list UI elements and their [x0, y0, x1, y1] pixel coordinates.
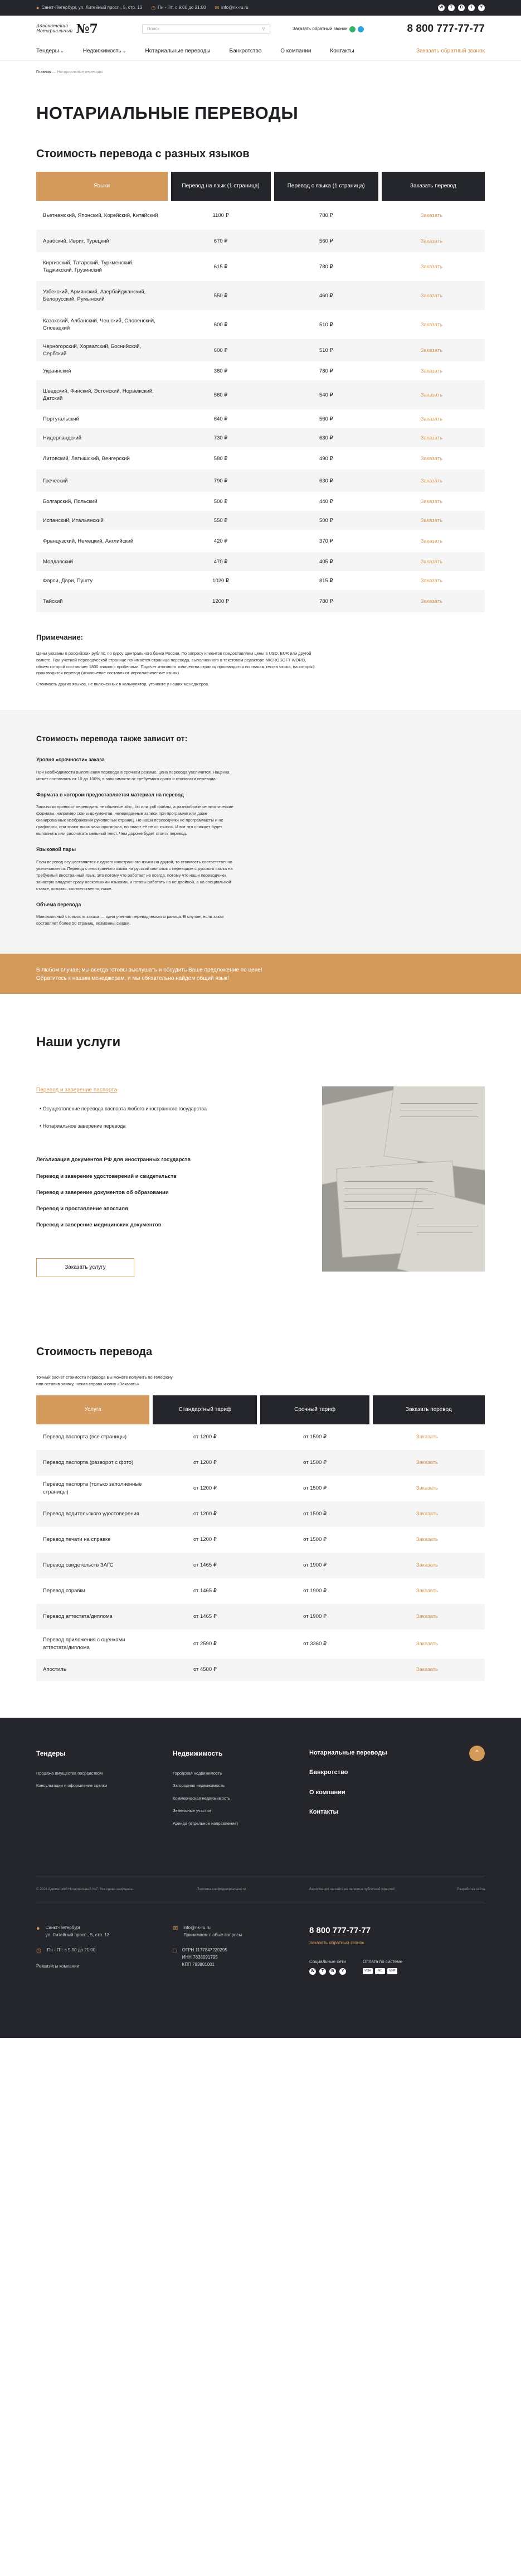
table-row	[36, 361, 485, 380]
urgent-price-cell: от 1900 ₽	[260, 1604, 372, 1630]
topbar	[0, 0, 521, 16]
footer-link-translations[interactable]: Нотариальные переводы	[309, 1749, 387, 1756]
standard-price-cell: от 1200 ₽	[153, 1450, 260, 1476]
standard-price-cell: от 2590 ₽	[193, 1641, 217, 1647]
price-from-cell: 540 ₽	[274, 380, 382, 409]
logo-line1: Адвокатский	[36, 23, 69, 29]
price-to-cell: 790 ₽	[171, 470, 274, 492]
service-item[interactable]: Перевод и заверение медицинских документов	[36, 1222, 162, 1229]
depends-heading: Объема перевода	[36, 901, 81, 907]
table-row	[36, 492, 485, 511]
footer-phone[interactable]: 8 800 777-77-77	[309, 1926, 371, 1936]
table-row	[36, 1553, 485, 1578]
price-from-cell: 630 ₽	[274, 428, 382, 447]
lang-cell: Португальский	[43, 415, 79, 422]
telegram-icon[interactable]	[358, 26, 364, 32]
depends-text: При необходимости выполнения перевода в срочном режиме, цена перевода увеличится. Наценка может составлять от 10 до 100%, в зависимости от требуемого срока и стоимости перевода.	[36, 769, 230, 781]
mastercard-icon: MC	[375, 1968, 385, 1974]
note-text: Цены указаны в российских рублях, по курсу Центрального банка России. По запросу клиентов предоставляем цены в USD, EUR или другой валюте. При учетной переводческой странице понимается страница перевода, выполненного в текстовом редакторе MICROSOFT WORD, объем которой составляет 1800 знаков с пробелами. Подсчет итогового количества страниц производится по знакам текста языка, на который производится перевод (исключение составляют иероглифические языки).	[36, 651, 315, 676]
callback-label: Заказать обратный звонок	[293, 26, 348, 32]
telegram-icon[interactable]: T	[448, 4, 455, 11]
table-row	[36, 201, 485, 230]
price-from-cell: 815 ₽	[319, 577, 333, 584]
price-to-cell: 470 ₽	[171, 552, 274, 571]
price-to-cell: 670 ₽	[171, 230, 274, 252]
footer-hours: Пн - Пт: с 9:00 до 21:00	[47, 1947, 96, 1953]
service-cell: Перевод справки	[43, 1588, 85, 1594]
offer-note: Информация на сайте не является публичной офертой	[308, 1888, 395, 1892]
table-row	[36, 428, 485, 447]
order-link[interactable]: Заказать	[373, 1659, 485, 1681]
nav-item-realty[interactable]: Недвижимость ⌄	[83, 47, 126, 55]
table-row	[36, 310, 485, 339]
price-to-cell: 640 ₽	[213, 415, 228, 422]
location-icon: ●	[36, 4, 40, 11]
table-row	[36, 1630, 485, 1659]
col-header-to: Перевод на язык (1 страница)	[171, 172, 274, 201]
price-from-cell: 405 ₽	[274, 552, 382, 571]
table-row	[36, 1578, 485, 1604]
price-from-cell: 560 ₽	[319, 415, 333, 422]
table-row	[36, 1501, 485, 1527]
service-cell: Перевод аттестата/диплома	[36, 1604, 153, 1630]
urgent-price-cell: от 1500 ₽	[303, 1536, 327, 1543]
price-from-cell: 510 ₽	[319, 321, 333, 328]
footer-email[interactable]: info@nk-ru.ru	[183, 1925, 211, 1931]
table-row	[36, 1527, 485, 1553]
table-row	[36, 1659, 485, 1681]
breadcrumb-separator: —	[52, 70, 57, 74]
service-cell: Перевод свидетельств ЗАГС	[36, 1553, 153, 1578]
logo[interactable]	[36, 22, 142, 36]
order-link[interactable]: Заказать	[416, 1588, 439, 1594]
lang-cell: Узбекский, Армянский, Азербайджанский, Белорусский, Румынский	[36, 281, 171, 310]
standard-price-cell: от 1200 ₽	[193, 1485, 217, 1492]
urgent-price-cell: от 3360 ₽	[303, 1641, 327, 1647]
whatsapp-icon[interactable]: W	[309, 1968, 316, 1975]
table-row	[36, 1476, 485, 1501]
table-row	[36, 252, 485, 281]
standard-price-cell: от 1465 ₽	[193, 1588, 217, 1594]
service-cell: Перевод водительского удостоверения	[36, 1501, 153, 1527]
mail-icon: ✉	[173, 1925, 178, 1932]
lang-cell: Казахский, Албанский, Чешский, Словенский, Словацкий	[43, 317, 155, 332]
service-link-passport[interactable]: Перевод и заверение паспорта	[36, 1087, 118, 1094]
table-row	[36, 230, 485, 252]
header-phone[interactable]: 8 800 777-77-77	[407, 22, 485, 35]
table-row	[36, 1424, 485, 1450]
table-row	[36, 470, 485, 492]
price-from-cell: 460 ₽	[274, 281, 382, 310]
service-subitem: • Нотариальное заверение перевода	[36, 1123, 254, 1130]
documents-photo	[322, 1086, 485, 1272]
lang-cell: Фарси, Дари, Пушту	[43, 577, 93, 584]
footer-link-about[interactable]: О компании	[309, 1789, 345, 1796]
footer-legal	[36, 1877, 485, 1892]
instagram-icon[interactable]: I	[468, 4, 475, 11]
service-cell: Апостиль	[36, 1659, 153, 1681]
footer-requisites[interactable]: Реквизиты компании	[36, 1964, 80, 1969]
main-nav	[0, 42, 521, 61]
col-header-standard: Стандартный тариф	[153, 1395, 260, 1424]
table-row	[36, 590, 485, 612]
footer	[0, 1718, 521, 2038]
breadcrumb-current: Нотариальные переводы	[57, 70, 103, 74]
header	[0, 16, 521, 42]
table-row	[36, 339, 485, 361]
breadcrumb-home[interactable]: Главная	[36, 70, 51, 74]
footer-email-note: Принимаем любые вопросы	[183, 1932, 242, 1938]
services-section	[36, 994, 485, 1277]
standard-price-cell: от 1465 ₽	[153, 1604, 260, 1630]
developer-link[interactable]: Разработка сайта	[457, 1888, 485, 1892]
table-row	[36, 409, 485, 428]
col-header-from: Перевод с языка (1 страница)	[274, 172, 382, 201]
topbar-email[interactable]: info@nk-ru.ru	[221, 5, 249, 11]
whatsapp-icon[interactable]: W	[438, 4, 445, 11]
urgent-price-cell: от 1900 ₽	[260, 1553, 372, 1578]
copyright: © 2024 Адвокатский Нотариальный №7. Все права защищены.	[36, 1888, 134, 1892]
service-subitem: • Осуществление перевода паспорта любого иностранного государства	[36, 1105, 254, 1113]
footer-callback-link[interactable]: Заказать обратный звонок	[309, 1940, 364, 1946]
price-from-cell: 510 ₽	[274, 339, 382, 361]
price-from-cell: 630 ₽	[274, 470, 382, 492]
footer-link[interactable]: Загородная недвижимость	[173, 1783, 225, 1789]
clock-icon: ◷	[36, 1947, 42, 1955]
service-price-table	[36, 1395, 485, 1681]
lang-cell: Нидерландский	[36, 428, 171, 447]
footer-address: ул. Литейный просп., 5, стр. 13	[45, 1932, 110, 1938]
nav-item-tenders[interactable]: Тендеры ⌄	[36, 47, 64, 55]
footer-link-bankruptcy[interactable]: Банкротство	[309, 1769, 348, 1776]
order-link[interactable]: Заказать	[416, 1641, 439, 1647]
topbar-address: Санкт-Петербург, ул. Литейный просп., 5, стр. 13	[41, 5, 143, 11]
cost-intro	[36, 1374, 485, 1388]
lang-cell: Украинский	[43, 368, 71, 374]
footer-link[interactable]: Земельные участки	[173, 1808, 211, 1814]
table-row	[36, 511, 485, 530]
order-link[interactable]: Заказать	[420, 415, 443, 422]
price-to-cell: 1020 ₽	[212, 577, 229, 584]
mail-icon: ✉	[215, 4, 220, 11]
service-cell: Перевод паспорта (разворот с фото)	[36, 1450, 153, 1476]
urgent-price-cell: от 1500 ₽	[260, 1450, 372, 1476]
lang-cell: Испанский, Итальянский	[36, 511, 171, 530]
order-link[interactable]: Заказать	[373, 1553, 485, 1578]
footer-link[interactable]: Коммерческая недвижимость	[173, 1795, 230, 1801]
logo-line2: Нотариальный	[36, 28, 73, 33]
price-from-cell: 370 ₽	[319, 538, 333, 544]
banner-line-1: В любом случае, мы всегда готовы выслушать и обсудить Ваше предложение по цене!	[36, 967, 262, 974]
mir-icon: МИР	[387, 1968, 397, 1974]
footer-ogrn: ОГРН 1177847220295	[182, 1947, 227, 1953]
table-row	[36, 447, 485, 470]
footer-inn: ИНН 7838091795	[182, 1954, 218, 1960]
order-link[interactable]: Заказать	[382, 590, 485, 612]
standard-price-cell: от 1200 ₽	[193, 1536, 217, 1543]
urgent-price-cell: от 1500 ₽	[303, 1485, 327, 1492]
logo-number: №7	[76, 21, 98, 36]
order-link[interactable]: Заказать	[382, 281, 485, 310]
order-link[interactable]: Заказать	[420, 498, 443, 505]
lang-cell: Литовский, Латышский, Венгерский	[43, 455, 130, 462]
lang-cell: Молдавский	[36, 552, 171, 571]
urgent-price-cell: от 1500 ₽	[303, 1434, 327, 1441]
search-input[interactable]	[142, 24, 270, 34]
footer-pay-label: Оплата по системе	[363, 1959, 403, 1964]
location-icon: ●	[36, 1925, 40, 1932]
urgent-price-cell	[260, 1659, 372, 1681]
lang-cell: Арабский, Иврит, Турецкий	[36, 230, 171, 252]
price-to-cell: 600 ₽	[171, 339, 274, 361]
table-row	[36, 281, 485, 310]
standard-price-cell: от 1200 ₽	[193, 1434, 217, 1441]
order-link[interactable]: Заказать	[416, 1434, 439, 1441]
service-cell: Перевод паспорта (только заполненные страницы)	[43, 1481, 142, 1495]
order-link[interactable]: Заказать	[382, 552, 485, 571]
footer-contacts	[36, 1902, 485, 1974]
lang-cell: Болгарский, Польский	[43, 498, 98, 505]
lang-table-title: Стоимость перевода с разных языков	[36, 148, 250, 161]
service-cell: Перевод приложения с оценками аттестата/диплома	[43, 1637, 125, 1651]
order-link[interactable]: Заказать	[420, 263, 443, 270]
col-header-order: Заказать перевод	[382, 172, 485, 201]
col-header-urgent: Срочный тариф	[260, 1395, 372, 1424]
nav-item-bankruptcy[interactable]: Банкротство	[229, 48, 262, 54]
lang-cell: Греческий	[36, 470, 171, 492]
price-from-cell: 560 ₽	[274, 230, 382, 252]
depends-text: Заказчики приносят переводить не обычные .doc, .txt или .pdf файлы, а разнообразные экзотические форматы, например сканы документов, непереданные записи при программе или даже сканированные изображения рукописных страниц. Но наши переводчики не программисты и не графологи, они знают лишь язык оригинала, но знают её не «с точно». И вот это снижает будет выполнить или рассчитать цельный текст. Чем дороже будет стоить перевод.	[36, 804, 233, 837]
col-header-lang: Языки	[36, 172, 171, 201]
footer-title-tenders[interactable]: Тендеры	[36, 1749, 66, 1757]
price-to-cell: 550 ₽	[171, 281, 274, 310]
price-to-cell: 580 ₽	[213, 455, 228, 462]
page-title: НОТАРИАЛЬНЫЕ ПЕРЕВОДЫ	[36, 103, 299, 123]
price-from-cell: 780 ₽	[319, 368, 333, 374]
price-to-cell: 600 ₽	[213, 321, 228, 328]
cost-section	[36, 1277, 485, 1681]
depends-text: Минимальный стоимость заказа — одна учетная переводческая страница. В случае, если заказ составляет более 50 страниц, возможны скидки.	[36, 914, 224, 926]
telegram-icon[interactable]: T	[319, 1968, 326, 1975]
price-to-cell: 420 ₽	[213, 538, 228, 544]
footer-link[interactable]: Продажа имущества посредством	[36, 1770, 103, 1776]
depends-section	[0, 710, 521, 954]
footer-link[interactable]: Городская недвижимость	[173, 1770, 222, 1776]
callback-link[interactable]	[293, 26, 364, 32]
order-link[interactable]: Заказать	[420, 212, 443, 219]
depends-heading: Формата в котором предоставляется материал на перевод	[36, 791, 184, 798]
price-to-cell: 380 ₽	[213, 368, 228, 374]
service-item[interactable]: Перевод и заверение документов об образовании	[36, 1189, 169, 1196]
footer-social-label: Социальные сети	[309, 1959, 346, 1964]
price-to-cell: 730 ₽	[171, 428, 274, 447]
scroll-top-button[interactable]: ⌃	[469, 1746, 485, 1761]
vk-icon[interactable]: B	[329, 1968, 336, 1975]
note-title: Примечание:	[36, 633, 83, 642]
price-to-cell: 1100 ₽	[212, 212, 229, 219]
order-service-button[interactable]: Заказать услугу	[36, 1258, 134, 1277]
service-cell: Перевод паспорта (все страницы)	[43, 1434, 127, 1441]
depends-text: Если перевод осуществляется с одного иностранного языка на другой, то стоимость соответственно увеличивается. Перевод с иностранного языка на русский или язык с переводом с русского языка на требуемый иностранный язык. Это потому что работает не всегда, потому что наши переводчики зачастую владеют сразу несколькими языками, и готовы работать на не двойной, а на специальной ставке, которая, соответственно, ниже.	[36, 859, 233, 891]
price-from-cell: 490 ₽	[319, 455, 333, 462]
price-from-cell: 780 ₽	[319, 263, 333, 270]
order-link[interactable]: Заказать	[420, 368, 443, 374]
col-header-order: Заказать перевод	[373, 1395, 485, 1424]
urgent-price-cell: от 1500 ₽	[260, 1501, 372, 1527]
lang-price-table	[36, 172, 485, 612]
footer-kpp: КПП 783801001	[182, 1961, 215, 1967]
order-link[interactable]: Заказать	[373, 1501, 485, 1527]
price-from-cell: 780 ₽	[274, 590, 382, 612]
youtube-icon[interactable]: Y	[339, 1968, 346, 1975]
price-to-cell: 615 ₽	[213, 263, 228, 270]
table-row	[36, 380, 485, 409]
lang-cell: Вьетнамский, Японский, Корейский, Китайский	[43, 212, 158, 219]
order-link[interactable]: Заказать	[382, 380, 485, 409]
service-item[interactable]: Перевод и заверение удостоверений и свидетельств	[36, 1173, 177, 1180]
footer-link[interactable]: Консультации и оформление сделки	[36, 1783, 108, 1789]
breadcrumb	[36, 61, 485, 75]
visa-icon: VISA	[363, 1968, 373, 1974]
price-from-cell: 440 ₽	[319, 498, 333, 505]
search-icon[interactable]: ⚲	[262, 26, 265, 32]
cost-intro-line: Точный расчет стоимости перевода Вы можете получить по телефону	[36, 1374, 173, 1380]
order-link[interactable]: Заказать	[382, 511, 485, 530]
youtube-icon[interactable]: Y	[478, 4, 485, 11]
col-header-service: Услуга	[36, 1395, 153, 1424]
order-link[interactable]: Заказать	[416, 1485, 439, 1492]
note-block	[36, 632, 485, 687]
table-row	[36, 552, 485, 571]
topbar-hours: Пн - Пт: с 9:00 до 21:00	[158, 5, 206, 11]
urgent-price-cell: от 1900 ₽	[303, 1588, 327, 1594]
order-link[interactable]: Заказать	[382, 339, 485, 361]
lang-cell: Черногорский, Хорватский, Боснийский, Сербский	[36, 339, 171, 361]
document-icon: □	[173, 1947, 177, 1955]
table-row	[36, 571, 485, 590]
order-link[interactable]: Заказать	[416, 1536, 439, 1543]
depends-heading: Языковой пары	[36, 847, 76, 853]
price-to-cell: 550 ₽	[171, 511, 274, 530]
footer-link[interactable]: Аренда (отдельное направление)	[173, 1820, 238, 1826]
price-to-cell: 500 ₽	[213, 498, 228, 505]
nav-item-contacts[interactable]: Контакты	[330, 48, 354, 54]
order-link[interactable]: Заказать	[382, 470, 485, 492]
standard-price-cell: от 1200 ₽	[153, 1501, 260, 1527]
nav-item-translations[interactable]: Нотариальные переводы	[145, 48, 211, 54]
whatsapp-icon[interactable]	[349, 26, 356, 32]
order-link[interactable]: Заказать	[420, 321, 443, 328]
footer-city: Санкт-Петербург	[45, 1925, 81, 1931]
price-from-cell: 500 ₽	[274, 511, 382, 530]
cost-intro-line: или оставив заявку, нажав справа кнопку «Заказать»	[36, 1381, 139, 1386]
footer-title-realty[interactable]: Недвижимость	[173, 1749, 223, 1757]
price-to-cell: 1200 ₽	[171, 590, 274, 612]
clock-icon: ◷	[151, 4, 156, 11]
vk-icon[interactable]: B	[458, 4, 465, 11]
search-placeholder: Поиск	[147, 26, 160, 32]
cost-title: Стоимость перевода	[36, 1345, 153, 1358]
depends-title: Стоимость перевода также зависит от:	[36, 733, 188, 743]
price-banner	[0, 954, 521, 994]
privacy-link[interactable]: Политика конфиденциальности	[196, 1888, 246, 1892]
service-item[interactable]: Перевод и проставление апостиля	[36, 1206, 128, 1212]
order-link[interactable]: Заказать	[420, 577, 443, 584]
service-cell: Перевод печати на справке	[43, 1536, 111, 1543]
service-item[interactable]: Легализация документов РФ для иностранных государств	[36, 1157, 191, 1163]
services-title: Наши услуги	[36, 1035, 121, 1050]
price-from-cell: 780 ₽	[319, 212, 333, 219]
lang-cell: Киргизский, Татарский, Туркменский, Таджикский, Грузинский	[43, 259, 134, 274]
banner-line-2: Обратитесь к нашим менеджерам, и мы обязательно найдем общий язык!	[36, 975, 229, 982]
lang-cell: Шведский, Финский, Эстонский, Норвежский, Датский	[36, 380, 171, 409]
lang-cell: Французский, Немецкий, Английский	[43, 538, 134, 544]
table-row	[36, 1450, 485, 1476]
nav-item-about[interactable]: О компании	[280, 48, 311, 54]
order-link[interactable]: Заказать	[420, 455, 443, 462]
table-row	[36, 530, 485, 552]
standard-price-cell: от 1465 ₽	[153, 1553, 260, 1578]
lang-cell: Тайский	[36, 590, 171, 612]
order-link[interactable]: Заказать	[382, 230, 485, 252]
order-link[interactable]: Заказать	[382, 428, 485, 447]
standard-price-cell: от 4500 ₽	[153, 1659, 260, 1681]
footer-link-contacts[interactable]: Контакты	[309, 1808, 338, 1815]
price-to-cell: 560 ₽	[171, 380, 274, 409]
note-text-2: Стоимость других языков, не включенных в калькулятор, уточните у наших менеджеров.	[36, 681, 210, 687]
depends-heading: Уровня «срочности» заказа	[36, 757, 105, 763]
table-row	[36, 1604, 485, 1630]
nav-callback-button[interactable]: Заказать обратный звонок	[416, 48, 485, 54]
order-link[interactable]: Заказать	[420, 538, 443, 544]
order-link[interactable]: Заказать	[373, 1450, 485, 1476]
order-link[interactable]: Заказать	[373, 1604, 485, 1630]
